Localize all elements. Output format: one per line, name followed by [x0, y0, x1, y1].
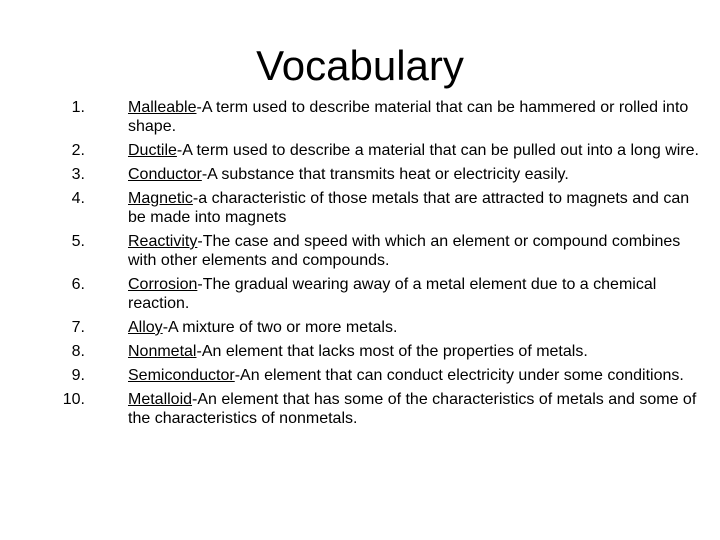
vocab-definition: -An element that lacks most of the properties of metals. [196, 343, 588, 360]
list-item [44, 98, 699, 136]
vocab-term: Metalloid [128, 391, 193, 408]
vocab-term: Magnetic [128, 190, 193, 207]
item-number: 1. [71, 99, 85, 116]
vocab-term: Malleable [128, 99, 197, 116]
vocab-term: Ductile [128, 142, 177, 159]
vocab-term: Reactivity [128, 233, 198, 250]
vocab-term: Alloy [128, 319, 163, 336]
vocab-definition: -a characteristic of those metals that are attracted to magnets and can be made into magnets [128, 190, 690, 226]
item-number: 10. [62, 391, 85, 408]
vocab-definition: -The case and speed with which an element or compound combines with other elements and compounds. [128, 233, 681, 269]
vocab-definition: -An element that can conduct electricity under some conditions. [234, 367, 684, 384]
vocab-definition: -A mixture of two or more metals. [162, 319, 398, 336]
list-item [44, 275, 699, 313]
vocab-definition: -A term used to describe material that can be hammered or rolled into shape. [128, 99, 689, 135]
list-item [44, 141, 699, 160]
item-number: 6. [71, 276, 85, 293]
vocab-definition: -The gradual wearing away of a metal element due to a chemical reaction. [128, 276, 657, 312]
list-item [44, 390, 699, 428]
page-title: Vocabulary [256, 42, 464, 89]
vocabulary-list [44, 98, 699, 433]
vocab-definition: -A term used to describe a material that can be pulled out into a long wire. [176, 142, 699, 159]
vocab-term: Nonmetal [128, 343, 197, 360]
vocab-definition: -An element that has some of the characteristics of metals and some of the characteristics of nonmetals. [128, 391, 697, 427]
vocab-term: Corrosion [128, 276, 198, 293]
list-item [44, 342, 699, 361]
vocab-term: Semiconductor [128, 367, 235, 384]
item-number: 8. [71, 343, 85, 360]
vocab-term: Conductor [128, 166, 202, 183]
list-item [44, 366, 699, 385]
list-item [44, 189, 699, 227]
item-number: 9. [71, 367, 85, 384]
vocab-definition: -A substance that transmits heat or electricity easily. [201, 166, 569, 183]
item-number: 2. [71, 142, 85, 159]
item-number: 4. [71, 190, 85, 207]
list-item [44, 318, 699, 337]
item-number: 7. [71, 319, 85, 336]
item-number: 3. [71, 166, 85, 183]
list-item [44, 232, 699, 270]
list-item [44, 165, 699, 184]
item-number: 5. [71, 233, 85, 250]
